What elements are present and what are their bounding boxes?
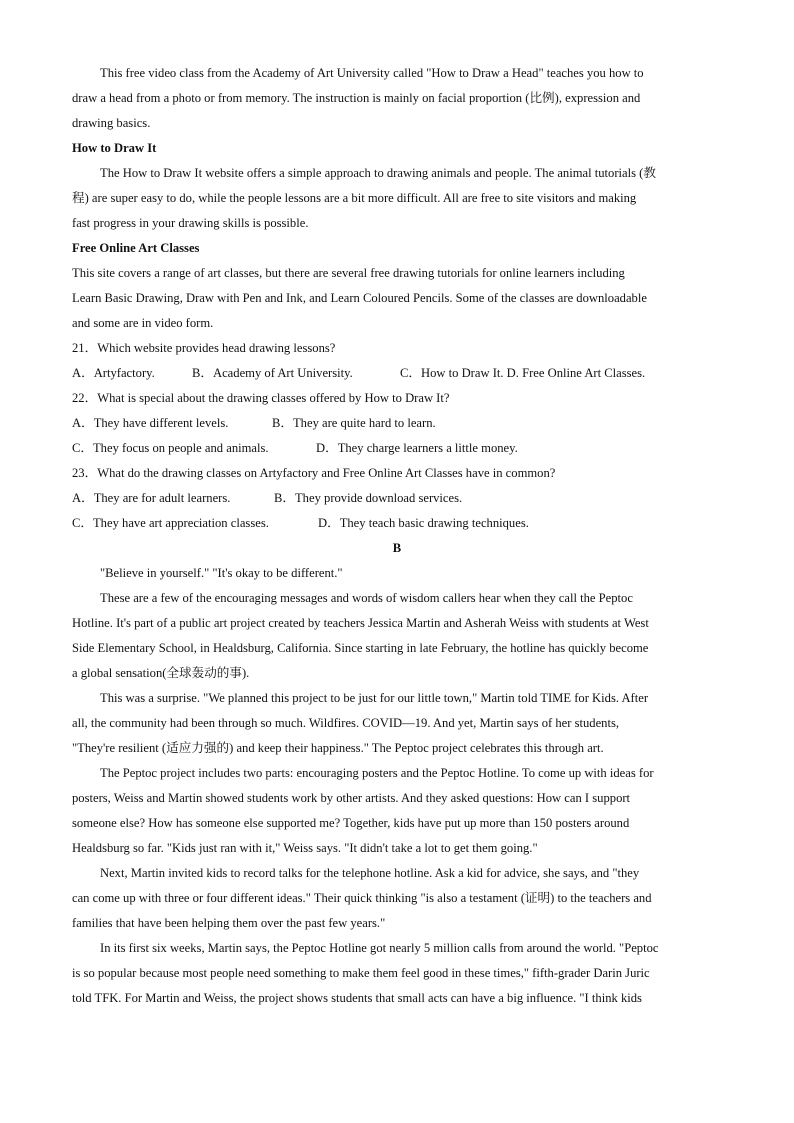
section-letter-b: B [392,541,402,555]
paragraph-line: This site covers a range of art classes, but there are several free drawing tutorials for online learners including [72,266,625,280]
option-c: C．They focus on people and animals. [72,441,269,455]
option-b: B．They are quite hard to learn. [272,416,436,430]
paragraph-line: draw a head from a photo or from memory. The instruction is mainly on facial proportion (比例), expression and [72,91,641,105]
option-d: D．They teach basic drawing techniques. [318,516,529,530]
question-21: 21．Which website provides head drawing lessons? [72,341,336,355]
option-a: A．They have different levels. [72,416,229,430]
option-a: A．They are for adult learners. [72,491,231,505]
paragraph-line: drawing basics. [72,116,151,130]
paragraph-line: 程) are super easy to do, while the people lessons are a bit more difficult. All are free to site visitors and making [72,191,637,205]
paragraph-line: The How to Draw It website offers a simple approach to drawing animals and people. The animal tutorials (教 [100,166,656,180]
options-23-cd [72,514,722,532]
paragraph-line: "Believe in yourself." "It's okay to be different." [100,566,343,580]
paragraph-line: Learn Basic Drawing, Draw with Pen and Ink, and Learn Coloured Pencils. Some of the classes are downloadable [72,291,647,305]
paragraph-line: fast progress in your drawing skills is possible. [72,216,309,230]
paragraph-line: all, the community had been through so much. Wildfires. COVID—19. And yet, Martin says of her students, [72,716,620,730]
paragraph-line: someone else? How has someone else supported me? Together, kids have put up more than 150 posters around [72,816,630,830]
paragraph-line: families that have been helping them over the past few years." [72,916,386,930]
paragraph-line: and some are in video form. [72,316,214,330]
paragraph-line: This was a surprise. "We planned this project to be just for our little town," Martin told TIME for Kids. After [100,691,649,705]
paragraph-line: The Peptoc project includes two parts: encouraging posters and the Peptoc Hotline. To come up with ideas for [100,766,654,780]
option-a: A．Artyfactory. [72,366,155,380]
option-c-d: C．How to Draw It. D. Free Online Art Classes. [400,366,646,380]
question-23: 23．What do the drawing classes on Artyfactory and Free Online Art Classes have in common? [72,466,556,480]
question-22: 22．What is special about the drawing classes offered by How to Draw It? [72,391,450,405]
paragraph-line: This free video class from the Academy of Art University called "How to Draw a Head" teaches you how to [100,66,644,80]
option-b: B．Academy of Art University. [192,366,353,380]
paragraph-line: can come up with three or four different ideas." Their quick thinking "is also a testament (证明) to the teachers and [72,891,652,905]
paragraph-line: In its first six weeks, Martin says, the Peptoc Hotline got nearly 5 million calls from around the world. "Peptoc [100,941,659,955]
section-heading: Free Online Art Classes [72,241,200,255]
paragraph-line: These are a few of the encouraging messages and words of wisdom callers hear when they call the Peptoc [100,591,633,605]
paragraph-line: Side Elementary School, in Healdsburg, California. Since starting in late February, the hotline has quickly become [72,641,649,655]
paragraph-line: a global sensation(全球轰动的事). [72,666,250,680]
paragraph-line: told TFK. For Martin and Weiss, the project shows students that small acts can have a big influence. "I think kids [72,991,642,1005]
option-d: D．They charge learners a little money. [316,441,518,455]
option-c: C．They have art appreciation classes. [72,516,269,530]
paragraph-line: Next, Martin invited kids to record talks for the telephone hotline. Ask a kid for advice, she says, and "they [100,866,640,880]
paragraph-line: Hotline. It's part of a public art project created by teachers Jessica Martin and Asherah Weiss with students at West [72,616,649,630]
option-b: B．They provide download services. [274,491,463,505]
options-22-cd [72,439,722,457]
paragraph-line: is so popular because most people need something to make them feel good in these times," fifth-grader Darin Juric [72,966,650,980]
options-21 [72,364,722,382]
options-23-ab [72,489,722,507]
paragraph-line: "They're resilient (适应力强的) and keep their happiness." The Peptoc project celebrates this through art. [72,741,604,755]
options-22-ab [72,414,722,432]
paragraph-line: Healdsburg so far. "Kids just ran with it," Weiss says. "It didn't take a lot to get them going." [72,841,538,855]
paragraph-line: posters, Weiss and Martin showed students work by other artists. And they asked questions: How can I support [72,791,631,805]
section-heading: How to Draw It [72,141,157,155]
